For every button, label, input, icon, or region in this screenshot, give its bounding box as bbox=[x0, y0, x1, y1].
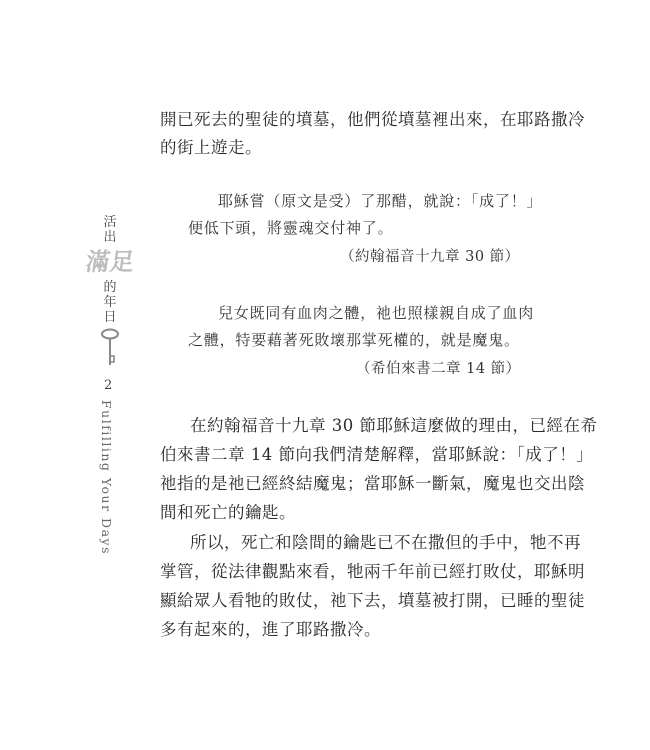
quote-line: 便低下頭，將靈魂交付神了。 bbox=[188, 219, 394, 237]
side-title bbox=[95, 215, 125, 245]
side-title-char: 的 bbox=[103, 280, 117, 295]
side-title-char: 活 bbox=[103, 215, 117, 230]
paragraph-line: 的街上遊走。 bbox=[160, 138, 262, 157]
paragraph-line: 間和死亡的鑰匙。 bbox=[160, 503, 296, 522]
running-title bbox=[98, 400, 118, 556]
side-title-char: 日 bbox=[103, 310, 117, 325]
quote-reference: （希伯來書二章 14 節） bbox=[356, 361, 521, 377]
paragraph-line: 掌管，從法律觀點來看，牠兩千年前已經打敗仗，耶穌明 bbox=[160, 562, 585, 581]
paragraph-line: 在約翰福音十九章 30 節耶穌這麼做的理由，已經在希 bbox=[190, 416, 598, 435]
quote-reference: （約翰福音十九章 30 節） bbox=[340, 249, 520, 265]
quote-line: 之體，特要藉著死敗壞那掌死權的，就是魔鬼。 bbox=[188, 331, 520, 349]
side-title-emphasis bbox=[82, 248, 138, 276]
paragraph-line: 所以，死亡和陰間的鑰匙已不在撒但的手中，牠不再 bbox=[190, 533, 581, 552]
key-icon bbox=[98, 328, 122, 368]
paragraph-line: 祂指的是祂已經終結魔鬼；當耶穌一斷氣，魔鬼也交出陰 bbox=[160, 474, 585, 493]
paragraph-line: 伯來書二章 14 節向我們清楚解釋，當耶穌說：「成了！」 bbox=[160, 445, 594, 464]
quote-line: 耶穌嘗（原文是受）了那醋，就說：「成了！」 bbox=[218, 192, 543, 210]
side-title-rest bbox=[95, 280, 125, 325]
quote-line: 兒女既同有血肉之體，祂也照樣親自成了血肉 bbox=[218, 304, 535, 322]
running-title-text: Fulfilling Your Days bbox=[99, 400, 114, 556]
side-title-emphasis-text: 滿足 bbox=[84, 247, 137, 276]
side-title-char: 出 bbox=[103, 230, 117, 245]
page-number: 2 bbox=[104, 378, 113, 393]
paragraph-line: 顯給眾人看牠的敗仗，祂下去，墳墓被打開，已睡的聖徒 bbox=[160, 591, 585, 610]
paragraph-line: 開已死去的聖徒的墳墓，他們從墳墓裡出來，在耶路撒冷 bbox=[160, 110, 585, 129]
side-title-char: 年 bbox=[103, 295, 117, 310]
paragraph-line: 多有起來的，進了耶路撒冷。 bbox=[160, 620, 381, 639]
